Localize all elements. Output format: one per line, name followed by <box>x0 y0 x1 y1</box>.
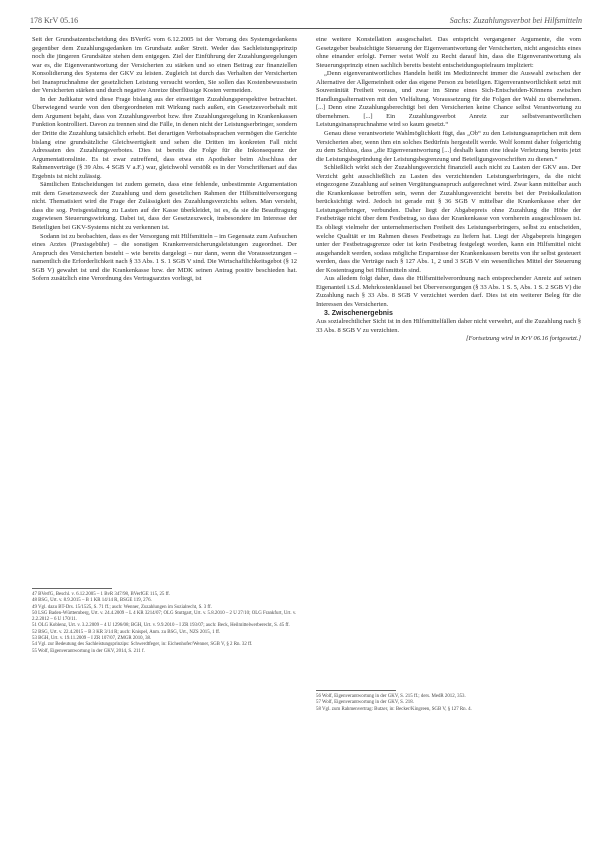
footnote: 50 LSG Baden-Württemberg, Urt. v. 24.4.2009 – L 4 KR 3214/07; OLG Stuttgart, Urt. v. 5.8.2010 – 2 U 27/10; OLG Frankfurt, Urt. v. 2.2.2012 – 6 U 170/11. <box>32 610 297 623</box>
section-heading: 3. Zwischenergebnis <box>324 309 393 317</box>
footnote: 55 Wolf, Eigenverantwortung in der GKV, 2014, S. 211 f. <box>32 648 145 654</box>
page-info: 178 KrV 05.16 <box>30 16 79 25</box>
footnotes-left <box>32 592 297 655</box>
paragraph: Sodann ist zu beobachten, dass es der Versorgung mit Hilfsmitteln – im Gegensatz zum Aufsuchen eines Arztes (Praxisgebühr) – die sonstigen Krankenversicherungsleistungen zugeordnet. Der Anspruch des Versicherten besteht – wie bereits dargelegt – nur dann, wenn die Voraussetzungen – namentlich die Erforderlichkeit nach § 33 Abs. 1 S. 1 SGB V sind. Die Wirtschaftlichkeitsgebot (§ 12 SGB V) gewahrt ist und die Krankenkasse bzw. der MDK seinen Antrag positiv beschieden hat. Sofern zusätzlich eine Verordnung des Vertragsarztes vorliegt, ist <box>32 232 297 283</box>
running-header <box>30 14 582 29</box>
paragraph: Sämtlichen Entscheidungen ist zudem gemein, dass eine fehlende, unbestimmte Argumentation mit dem Gesetzeszweck der Zuzahlung und dem gesetzlichen Rahmen der Hilfsmittelversorgung nicht. Thematisiert wird die Frage der Zulässigkeit des Zuzahlungsverzichts selten. Man versteht, dass die sog. Preisgestaltung zu Lasten auf der Kasse überkleidet, ist es, da sie die Beauftragung zugewiesen Steuerungswirkung. Dabei ist, dass der Gesetzeszweck, insbesondere im Interesse der Beteiligten bei GKV-Systems nicht zu verkennen ist. <box>32 181 297 232</box>
footnote: 47 BVerfG, Beschl. v. 6.12.2005 – 1 BvR 347/98, BVerfGE 115, 25 ff. <box>32 592 170 597</box>
continuation-note: [Fortsetzung wird in KrV 06.16 fortgesetzt.] <box>465 335 581 343</box>
left-column <box>32 36 297 284</box>
paragraph: eine weitere Konstellation ausgeschaltet. Das entspricht vergangener Argumente, die vom Gesetzgeber beabsichtigte Steuerung der Eigenverantwortung der Versicherten, nicht angesichts eines ohne einander erfolgt. Ferner weist Wolf zu Recht darauf hin, dass die Eigenverantwortung als Steuerungsprinzip einen sachlich bereits besteht entscheidungsspielraum impliziert: <box>316 36 581 69</box>
footnote: 53 BGH, Urt. v. 19.11.2009 – I ZR 107/07, ZMGR 2010, 38. <box>32 636 152 642</box>
footnote-rule <box>32 588 112 589</box>
paragraph: Aus alledem folgt daher, dass die Hilfsmittelverordnung nach entsprechender Anreiz auf seinen Eigenanteil i.S.d. Mehrkostenklausel bei Überversorgungen (§ 33 Abs. 1 S. 5, Abs. 1 S. 2 SGB V) die Zuzahlung nach § 33 Abs. 8 SGB V verzichtet werden darf. Dies ist ein weiterer Beleg für die Interessen des Versicherten. <box>316 275 581 308</box>
footnotes-right <box>316 694 581 713</box>
footnote: 48 BSG, Urt. v. 8.9.2015 – B 1 KR 14/14 R, BSGE 119, 276. <box>32 598 152 604</box>
footnote: 51 OLG Koblenz, Urt. v. 3.2.2009 – 4 U 1296/08; BGH, Urt. v. 9.9.2010 – I ZR 193/07; auch: Beck, Heilmittelwerberecht, S. 45 ff. <box>32 623 290 629</box>
running-title: Sachs: Zuzahlungsverbot bei Hilfsmitteln <box>449 16 582 25</box>
paragraph: Genau diese verantwortete Wahlmöglichkeit fügt, das „Ob“ zu den Leistungsansprüchen mit dem Versicherten aber, wenn ihm ein solches Bedürfnis hergestellt werde. Wolf kommt daher folgerichtig zu dem Schluss, dass „die Eigenverantwortung [...] deshalb kann eine ideale Verletzung bereits jetzt die Leistungsbegründung der Leistungsbegrenzung und Beteiligungsvorschriften zu dienen.“ <box>316 130 581 163</box>
footnote: 54 Vgl. zur Bedeutung des Sachleistungsprinzips: Schwerdtfeger, in: Eichenhofer/Wenner, SGB V, § 2 Rn. 32 ff. <box>32 642 253 648</box>
footnote: 52 BSG, Urt. v. 22.4.2015 – B 3 KR 3/14 R; auch: Knispel, Anm. zu BSG, Urt., NZS 2015, 1 ff. <box>32 629 221 635</box>
footnote: 57 Wolf, Eigenverantwortung in der GKV, S. 218. <box>316 700 414 706</box>
paragraph: In der Judikatur wird diese Frage bislang aus der einseitigen Zuzahlungsperspektive betrachtet. Überwiegend wurde von den übergeordneten mit Wirkung nach außen, ein Gesetzesvorbehalt mit dem Argument bejaht, dass von Zuzahlungsverbot bzw. ihre Zuzahlungsregelung in Krankenkassen Funktion kontrolliert. Davon zu trennen sind die Fälle, in denen nicht der Leistungserbringer, sondern der Dritte die Zuzahlung tatsächlich erhebt. Bei derartigen Verbotsabsprachen vermögen die Gerichte bislang eine grundsätzliche Gleichwertigkeit und sehen die Dritten im konkreten Fall nicht Adressaten des Zuzahlungsverbotes. Dies ist bereits die Folge für die Inkonsequenz der Argumentationslinie. Es ist zwar zutreffend, dass etwa ein Apotheker beim Abschluss der Rahmenverträge (§ 39 Abs. 4 SGB V a.F.) war, gleichwohl verstößt es in der Vorschriftenart auf das Ergebnis ist nicht zulässig. <box>32 95 297 180</box>
footnote-rule <box>316 690 396 691</box>
footnote: 49 Vgl. dazu BT-Drs. 15/1525, S. 71 ff.; auch: Wenner, Zuzahlungen im Sozialrecht, S. 3 ff. <box>32 604 212 610</box>
footnote: 56 Wolf, Eigenverantwortung in der GKV, S. 215 ff.; ders. MedR 2012, 353. <box>316 694 466 699</box>
quote-paragraph: „Denn eigenverantwortliches Handeln heißt im Medizinrecht immer die Auswahl zwischen der Alternative der Allgemeinheit oder das eigene Person zu beteiligen. Eigenverantwortlichkeit setzt mit Souveränität Freiheit voraus, und zwar im Sinne eines Sich-Entscheiden-Könnens zwischen Handlungsalternativen mit den Vielfaltung. Voraussetzung für die Folgen der Wahl zu übernehmen. [...] Denn eine Zuzahlungsberechtigt bei den Versicherten keine Chance selbst Verantwortung zu übernehmen. [...] Ein Zuzahlungsverbot Anreiz zur selbstverantwortlichen Leistungsinanspruchnahme wird so kaum gesetzt.“ <box>316 70 581 129</box>
paragraph: Seit der Grundsatzentscheidung des BVerfG vom 6.12.2005 ist der Vorrang des Systemgedankens gegenüber dem Zuzahlungsgedanken im Grundsatz außer Streit. Weder das Sachleistungsprinzip noch die jüngeren Grundsätze stehen dem entgegen. Ziel der Einführung der Zuzahlungsregelungen war es, die Eigenverantwortung der Versicherten zu stärken und so einen Beitrag zur finanziellen Konsolidierung des Systems der GKV zu leisten. Zugleich ist durch das Verhalten der Versicherten bei Inanspruchnahme der gesetzlichen Leistung versucht worden, Sie sollen das Kostenbewusstsein der Versicherten stärken und durch negative Anreize überflüssige Kosten vermeiden. <box>32 36 297 95</box>
section-text: Aus sozialrechtlicher Sicht ist in den Hilfsmittelfällen daher nicht verwehrt, auf die Zuzahlung nach § 33 Abs. 8 SGB V zu verzichten. <box>316 318 581 334</box>
right-column <box>316 36 581 344</box>
footnote: 58 Vgl. zum Rahmenvertrag: Butzer, in: Becker/Kingreen, SGB V, § 127 Rn. 4. <box>316 706 472 712</box>
paragraph: Schließlich wirkt sich der Zuzahlungsverzicht finanziell auch nicht zu Lasten der GKV aus. Der Verzicht geht ausschließlich zu Lasten des verzichtenden Leistungserbringers, da die nicht eingezogene Zuzahlung auf seinen Vergütungsanspruch aufgerechnet wird. Zwar kann mittelbar auch die Krankenkasse betroffen sein, wenn der Zuzahlungsverzicht bereits bei der Preiskalkulation berücksichtigt wird. Jedoch ist gerade mit § 36 SGB V mittelbar die Krankenkasse eher der Leistungserbringer, verbunden. Daher liegt der Abgabepreis ohne Zuzahlung die Höhe der Festbeträge nicht über dem Festbetrag, so dass der Krankenkasse von vornherein ausgeschlossen ist. Es obliegt vielmehr der unternehmerischen Freiheit des Leistungserbringers, selbst zu entscheiden, welche Qualität er im Rahmen dieses Festbetrags zu liefern hat. Liegt der Abgabepreis hingegen unter der Festbetragsgrenze oder ist kein Festbetrag festgelegt worden, kann ein Hilfsmittel nicht ausgehandelt werden, sodass mögliche Ersparnisse der Krankenkassen bereits von ihr selbst gesteuert werden, dass die Verträge nach § 127 Abs. 1, 2 und 3 SGB V ein wesentliches Mittel der Steuerung der Kostentragung bei Hilfsmitteln sind. <box>316 164 581 274</box>
